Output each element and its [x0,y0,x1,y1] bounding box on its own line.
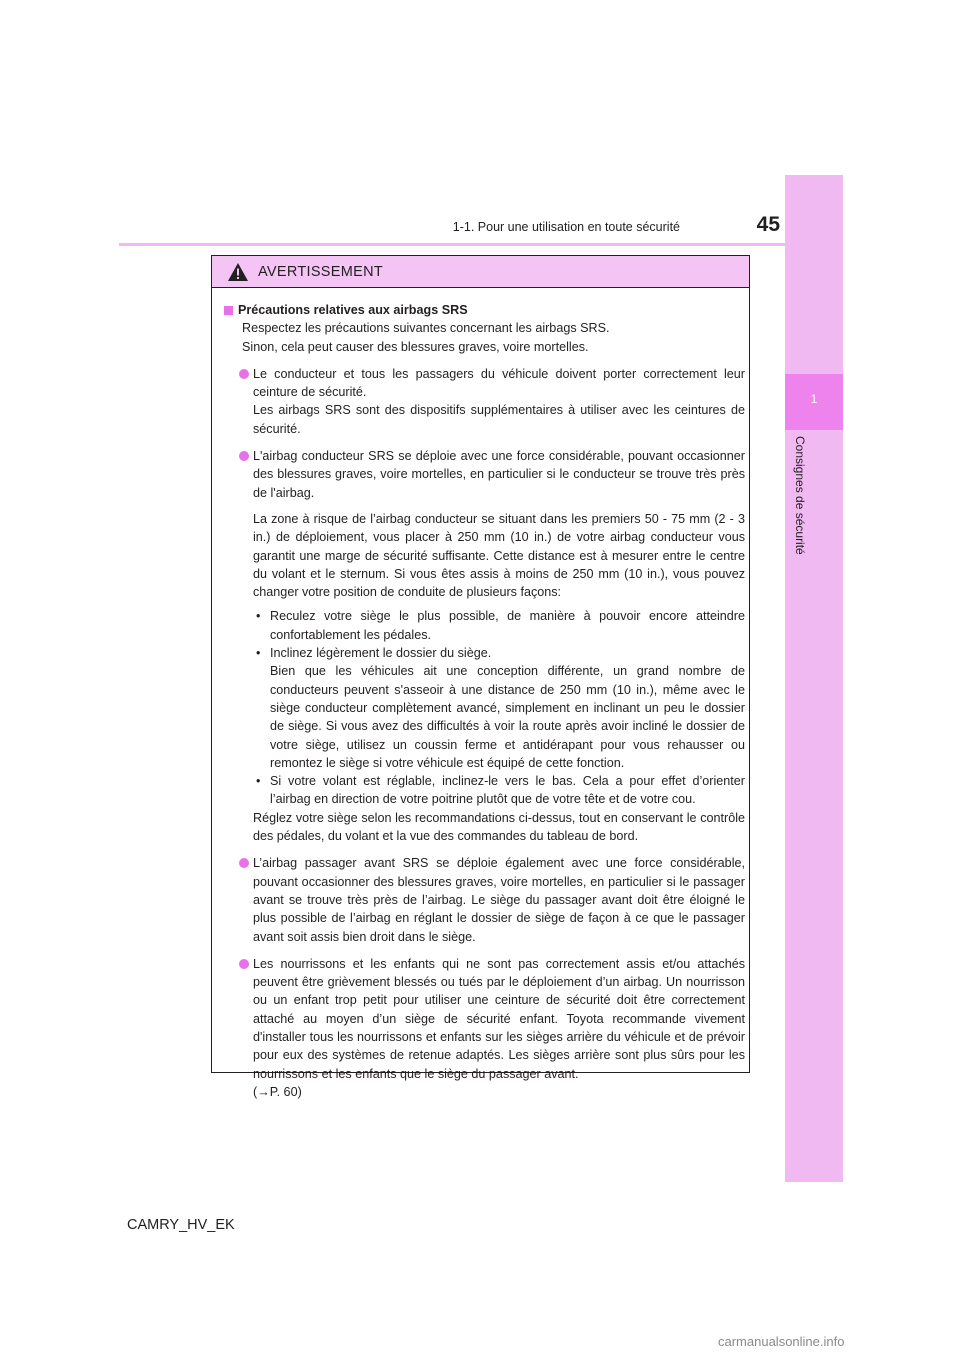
watermark: carmanualsonline.info [718,1334,845,1349]
bullet-text: Les airbags SRS sont des dispositifs supplémentaires à utiliser avec les ceintures de sécurité. [253,403,745,436]
circle-bullet-icon [239,369,249,379]
circle-bullet-icon [239,451,249,461]
sub-bullet-mark: • [256,646,261,661]
circle-bullet-icon [239,858,249,868]
list-item [224,854,745,945]
square-bullet-icon [224,306,233,315]
warning-label: AVERTISSEMENT [258,263,384,280]
subheading-text: Précautions relatives aux airbags SRS [238,303,468,317]
warning-box [211,255,750,1099]
list-item [224,955,745,1101]
section-title: 1-1. Pour une utilisation en toute sécurité [452,220,680,234]
page-number: 45 [756,213,780,236]
circle-bullet-icon [239,959,249,969]
sub-list-item [253,607,745,644]
page-reference[interactable]: (→P. 60) [253,1084,302,1099]
sub-item-text: Si votre volant est réglable, inclinez-le vers le bas. Cela a pour effet d’orienter l’airbag en direction de votre poitrine plutôt que de votre tête et de votre cou. [270,774,745,807]
header-rule [119,243,785,246]
sub-bullet-mark: • [256,609,261,624]
sub-list-item [253,644,745,772]
sub-item-text: Reculez votre siège le plus possible, de manière à pouvoir encore atteindre confortablement les pédales. [270,609,745,642]
intro-line: Respectez les précautions suivantes concernant les airbags SRS. [242,321,610,336]
paragraph: Réglez votre siège selon les recommandations ci-dessus, tout en conservant le contrôle des pédales, du volant et la vue des commandes du tableau de bord. [253,810,745,844]
warning-triangle-icon [227,262,249,282]
paragraph: La zone à risque de l’airbag conducteur se situant dans les premiers 50 - 75 mm (2 - 3 in.) de déploiement, vous placer à 250 mm (10 in.) de votre airbag conducteur vous garantit une marge de sécurité suffisante. Cette distance est à mesurer entre le centre du volant et le sternum. Si vous êtes assis à moins de 250 mm (10 in.), vous pouvez changer votre position de conduite de plusieurs façons: [253,511,745,600]
model-code: CAMRY_HV_EK [127,1217,235,1233]
sub-list-item [253,772,745,809]
bullet-text: L'airbag conducteur SRS se déploie avec une force considérable, pouvant occasionner des blessures graves, voire mortelles, en particulier si le conducteur se trouve très près de l'airbag. [253,449,745,500]
bullet-text: Les nourrissons et les enfants qui ne sont pas correctement assis et/ou attachés peuvent être grièvement blessés ou tués par le déploiement d’un airbag. Un nourrisson ou un enfant trop petit pour utiliser une ceinture de sécurité doit être correctement attaché au moyen d’un siège de sécurité enfant. Toyota recommande vivement d'installer tous les nourrissons et enfants sur les sièges arrière du véhicule et de prévoir pour eux des systèmes de retenue adaptés. Les sièges arrière sont plus sûrs pour les nourrissons et les enfants que le siège du passager avant. [253,956,745,1081]
sub-list [224,607,745,808]
sub-item-text: Bien que les véhicules ait une conception différente, un grand nombre de conducteurs peuvent s'asseoir à une distance de 250 mm (10 in.), même avec le siège conducteur complètement avancé, simplement en inclinant un peu le dossier de siège. Si vous avez des difficultés à voir la route après avoir incliné le dossier de votre siège, utilisez un coussin ferme et antidérapant pour vous rehausser ou remontez le siège si votre véhicule est équipé de cette fonction. [270,664,745,770]
warning-content [224,301,745,1101]
bullet-text: Le conducteur et tous les passagers du véhicule doivent porter correctement leur ceinture de sécurité. [253,366,745,400]
list-item [224,365,745,438]
chapter-number: 1 [810,392,818,406]
warning-header [212,256,749,288]
warning-subheading [224,301,745,319]
chapter-title: Consignes de sécurité [793,436,807,555]
list-item [224,447,745,502]
chapter-side-tab [785,175,843,1182]
sub-item-text: Inclinez légèrement le dossier du siège. [270,646,492,661]
sub-bullet-mark: • [256,774,261,789]
bullet-text: L’airbag passager avant SRS se déploie également avec une force considérable, pouvant occasionner des blessures graves, voire mortelles, en particulier si le passager avant se trouve très près de l’airbag. Le siège du passager avant doit être éloigné le plus possible de l’airbag en réglant le dossier de siège de façon à ce que le passager avant soit assis bien droit dans le siège. [253,856,745,944]
intro-line: Sinon, cela peut causer des blessures graves, voire mortelles. [242,339,589,354]
